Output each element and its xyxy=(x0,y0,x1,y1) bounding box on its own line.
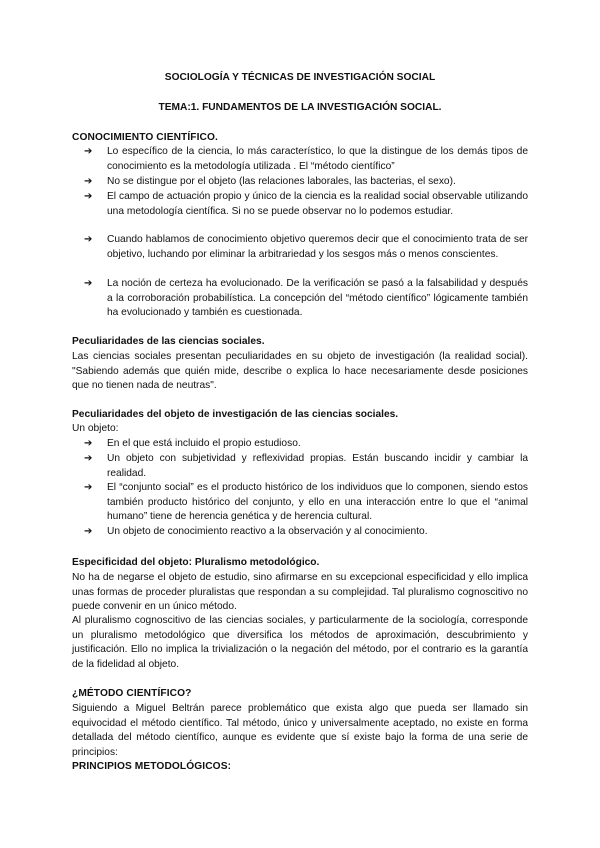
paragraph: Las ciencias sociales presentan peculiaridades en su objeto de investigación (la realidad social). "Sabiendo además que quién mide, describe o explica lo hace necesariamente desde posiciones que no tienen nada de neutras". xyxy=(72,351,528,392)
arrow-icon: ➔ xyxy=(84,176,93,187)
list-item xyxy=(84,145,528,174)
arrow-icon: ➔ xyxy=(84,438,93,449)
list-item-text: En el que está incluido el propio estudioso. xyxy=(107,438,301,449)
list-item xyxy=(84,175,528,190)
list-item xyxy=(84,481,528,525)
list-item xyxy=(84,190,528,219)
list-item-text: No se distingue por el objeto (las relaciones laborales, las bacterias, el sexo). xyxy=(107,176,456,187)
list-item xyxy=(84,277,528,321)
section-heading-objeto: Peculiaridades del objeto de investigación de las ciencias sociales. xyxy=(72,409,399,420)
list-item-text: Un objeto con subjetividad y reflexividad propias. Están buscando incidir y cambiar la realidad. xyxy=(107,453,528,479)
list-item xyxy=(84,437,528,452)
list-item xyxy=(84,452,528,481)
section-heading-metodo: ¿MÉTODO CIENTÍFICO? xyxy=(72,688,192,699)
arrow-icon: ➔ xyxy=(84,191,93,202)
document-title: SOCIOLOGÍA Y TÉCNICAS DE INVESTIGACIÓN SOCIAL xyxy=(164,72,436,83)
list-item-text: La noción de certeza ha evolucionado. De la verificación se pasó a la falsabilidad y después a la corroboración probabilística. La concepción del “método científico” lógicamente también ha evolucionado y también es cuestionada. xyxy=(107,278,528,319)
list-item-text: El “conjunto social” es el producto histórico de los individuos que lo componen, siendo estos también producto histórico del conjunto, y ello en una interacción entre lo que el “animal humano” tiene de herencia genética y de herencia cultural. xyxy=(107,482,528,523)
list-item-text: El campo de actuación propio y único de la ciencia es la realidad social observable utilizando una metodología científica. Si no se puede observar no lo podemos estudiar. xyxy=(107,191,528,217)
section-subheading-principios: PRINCIPIOS METODOLÓGICOS: xyxy=(72,761,232,772)
list-item-text: Cuando hablamos de conocimiento objetivo queremos decir que el conocimiento trata de ser objetivo, luchando por eliminar la arbitrariedad y los sesgos más o menos conscientes. xyxy=(107,234,528,260)
arrow-icon: ➔ xyxy=(84,278,93,289)
arrow-icon: ➔ xyxy=(84,526,93,537)
list-item xyxy=(84,233,528,262)
section-heading-conocimiento: CONOCIMIENTO CIENTÍFICO. xyxy=(72,132,218,143)
arrow-icon: ➔ xyxy=(84,146,93,157)
paragraph: Al pluralismo cognoscitivo de las ciencias sociales, y particularmente de la sociología, corresponde un pluralismo metodológico que diversifica los métodos de aproximación, descubrimiento y justificación. Ello no implica la trivialización o la negación del método, por el contrario es la garantía de la fidelidad al objeto. xyxy=(72,615,528,670)
list-item xyxy=(84,525,528,540)
section-heading-pluralismo: Especificidad del objeto: Pluralismo metodológico. xyxy=(72,557,320,568)
arrow-icon: ➔ xyxy=(84,234,93,245)
paragraph: Un objeto: xyxy=(72,423,119,434)
section-heading-peculiaridades: Peculiaridades de las ciencias sociales. xyxy=(72,336,265,347)
arrow-icon: ➔ xyxy=(84,482,93,493)
arrow-icon: ➔ xyxy=(84,453,93,464)
topic-title: TEMA:1. FUNDAMENTOS DE LA INVESTIGACIÓN SOCIAL. xyxy=(158,102,442,113)
list-item-text: Un objeto de conocimiento reactivo a la observación y al conocimiento. xyxy=(107,526,428,537)
paragraph: No ha de negarse el objeto de estudio, sino afirmarse en su excepcional especificidad y ello implica unas formas de proceder pluralistas que respondan a su complejidad. Tal pluralismo cognoscitivo no puede convenir en un único método. xyxy=(72,572,528,613)
paragraph: Siguiendo a Miguel Beltrán parece problemático que exista algo que pueda ser llamado sin equivocidad el método científico. Tal método, único y universalmente aceptado, no existe en forma detallada del método científico, aunque es evidente que sí existe bajo la forma de una serie de principios: xyxy=(72,703,528,758)
list-item-text: Lo específico de la ciencia, lo más característico, lo que la distingue de los demás tipos de conocimiento es la metodología utilizada . El “método científico” xyxy=(107,146,528,172)
